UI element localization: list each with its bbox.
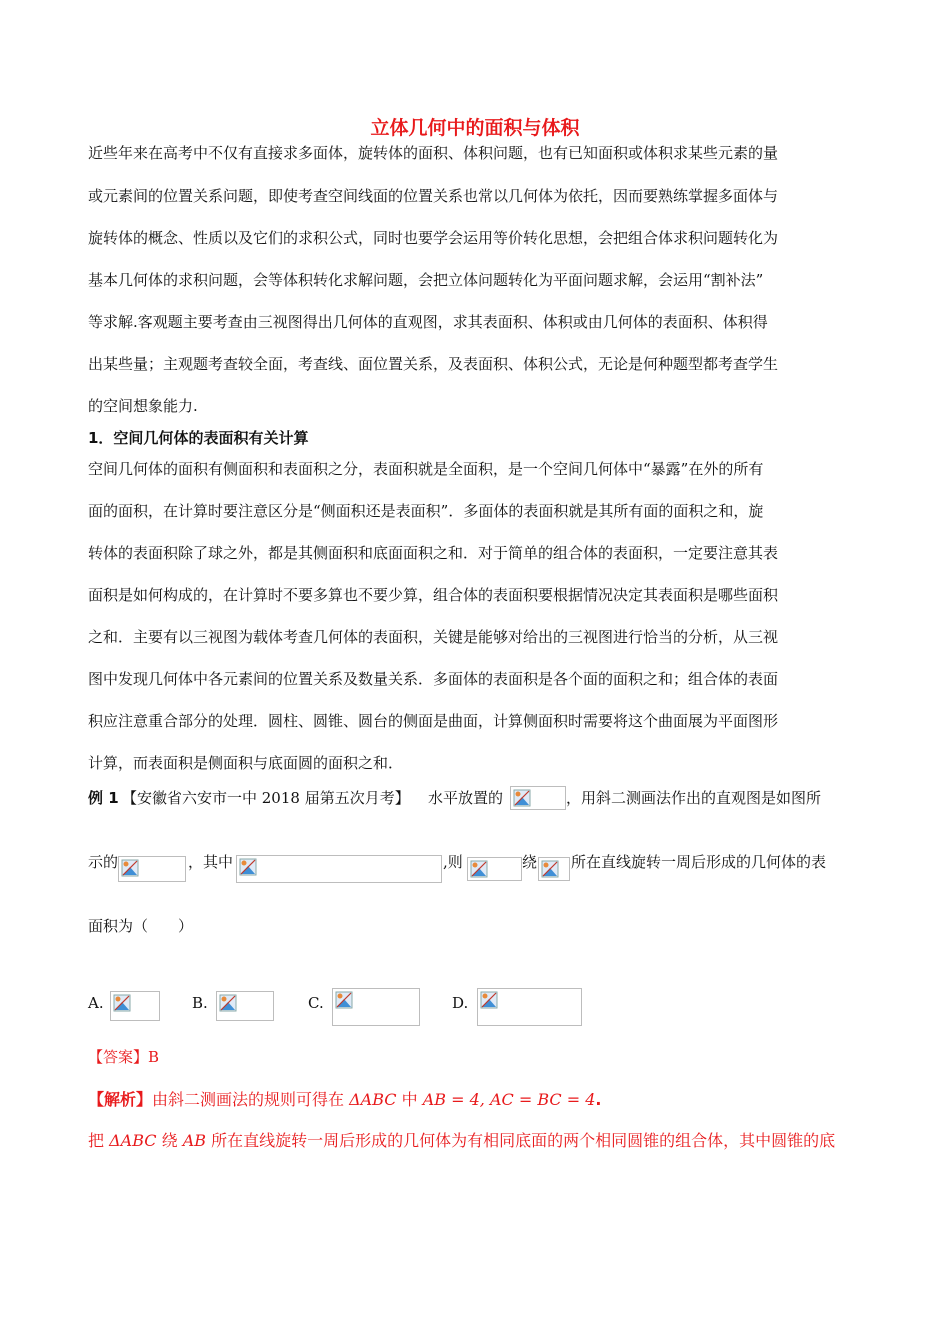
math-expression: AB = 4, xyxy=(422,1090,485,1109)
example-source: 【安徽省六安市一中 2018 届第五次月考】 xyxy=(122,789,410,807)
intro-line: 旋转体的概念、性质以及它们的求积公式，同时也要学会运用等价转化思想，会把组合体求积问题转化为 xyxy=(88,229,779,247)
broken-image-icon xyxy=(510,786,566,810)
math-expression: AB xyxy=(182,1131,207,1150)
math-expression: ΔABC xyxy=(349,1090,397,1109)
example-text: ,则 xyxy=(443,853,463,871)
intro-line: 等求解.客观题主要考查由三视图得出几何体的直观图，求其表面积、体积或由几何体的表面积、体积得 xyxy=(88,313,768,331)
option-c-image[interactable] xyxy=(332,988,420,1026)
explanation-text: 把 xyxy=(88,1131,105,1150)
intro-line: 的空间想象能力. xyxy=(88,397,198,415)
broken-image-icon xyxy=(118,856,186,882)
option-c-label: C. xyxy=(308,994,324,1012)
broken-image-icon xyxy=(236,855,442,883)
explanation-text: 中 xyxy=(401,1090,418,1109)
section-line: 转体的表面积除了球之外，都是其侧面积和底面面积之和．对于简单的组合体的表面积，一定要注意其表 xyxy=(88,544,779,562)
option-b-label: B. xyxy=(192,994,208,1012)
section-line: 之和．主要有以三视图为载体考查几何体的表面积，关键是能够对给出的三视图进行恰当的分析，从三视 xyxy=(88,628,779,646)
example-text: ，用斜二测画法作出的直观图是如图所 xyxy=(566,789,822,807)
option-a-image[interactable] xyxy=(110,991,160,1021)
explanation-text: 所在直线旋转一周后形成的几何体为有相同底面的两个相同圆锥的组合体，其中圆锥的底 xyxy=(211,1131,836,1150)
section-line: 积应注意重合部分的处理．圆柱、圆锥、圆台的侧面是曲面，计算侧面积时需要将这个曲面展为平面图形 xyxy=(88,712,779,730)
math-expression: AC = BC = 4 xyxy=(489,1090,596,1109)
option-d-label: D. xyxy=(452,994,469,1012)
section-line: 图中发现几何体中各元素间的位置关系及数量关系．多面体的表面积是各个面的面积之和；组合体的表面 xyxy=(88,670,779,688)
option-b-image[interactable] xyxy=(216,991,274,1021)
section-line: 面的面积，在计算时要注意区分是“侧面积还是表面积”．多面体的表面积就是其所有面的面积之和，旋 xyxy=(88,502,764,520)
explanation-tag: 【解析】 xyxy=(88,1090,153,1109)
section-line: 计算，而表面积是侧面积与底面圆的面积之和． xyxy=(88,754,404,772)
option-a-label: A. xyxy=(88,994,104,1012)
intro-line: 基本几何体的求积问题，会等体积转化求解问题，会把立体问题转化为平面问题求解，会运用“割补法” xyxy=(88,271,764,289)
broken-image-icon xyxy=(538,857,570,881)
intro-line: 出某些量；主观题考查较全面，考查线、面位置关系，及表面积、体积公式，无论是何种题型都考查学生 xyxy=(88,355,779,373)
explanation-text: . xyxy=(595,1090,602,1109)
section-line: 空间几何体的面积有侧面积和表面积之分，表面积就是全面积，是一个空间几何体中“暴露”在外的所有 xyxy=(88,460,764,478)
example-text: 水平放置的 xyxy=(428,789,504,807)
intro-line: 近些年来在高考中不仅有直接求多面体，旋转体的面积、体积问题，也有已知面积或体积求某些元素的量 xyxy=(88,144,779,162)
section-heading: 1．空间几何体的表面积有关计算 xyxy=(88,429,309,447)
example-text: 面积为（ ） xyxy=(88,917,194,935)
example-text: 绕 xyxy=(522,853,538,871)
intro-line: 或元素间的位置关系问题，即使考查空间线面的位置关系也常以几何体为依托，因而要熟练掌握多面体与 xyxy=(88,187,779,205)
broken-image-icon xyxy=(467,857,522,881)
explanation-text: 绕 xyxy=(161,1131,178,1150)
page-title: 立体几何中的面积与体积 xyxy=(370,117,580,139)
explanation-line xyxy=(88,1128,835,1151)
answer-text: 【答案】B xyxy=(88,1048,160,1066)
example-label: 例 1 xyxy=(88,789,119,807)
example-text: 所在直线旋转一周后形成的几何体的表 xyxy=(571,853,827,871)
explanation-line xyxy=(88,1087,602,1110)
section-line: 面积是如何构成的，在计算时不要多算也不要少算，组合体的表面积要根据情况决定其表面积是哪些面积 xyxy=(88,586,779,604)
math-expression: ΔABC xyxy=(109,1131,157,1150)
option-d-image[interactable] xyxy=(477,988,582,1026)
example-text: ，其中 xyxy=(188,853,234,871)
explanation-text: 由斜二测画法的规则可得在 xyxy=(152,1090,345,1109)
example-text: 示的 xyxy=(88,853,119,871)
